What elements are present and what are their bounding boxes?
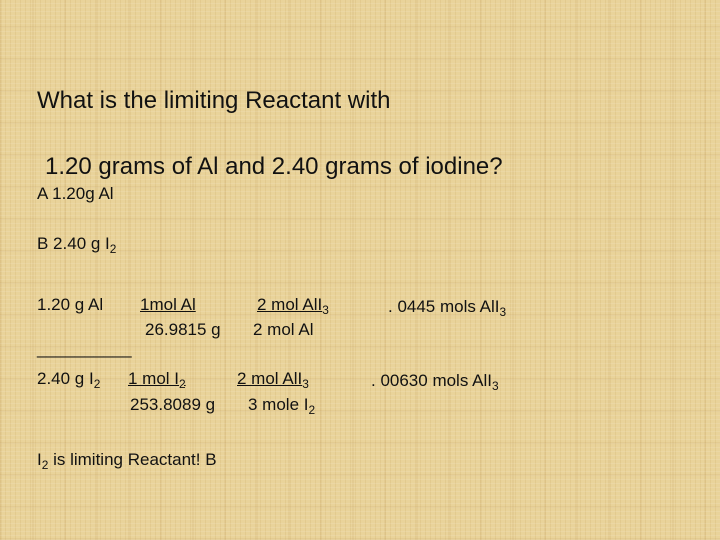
i2-result: . 00630 mols AlI$_3$ — [371, 371, 499, 394]
i2-molar-mass-numerator: 1 mol $I_2$ — [128, 369, 186, 392]
al-molar-mass-denominator: 26.9815 g — [145, 320, 221, 339]
option-a: A 1.20g Al — [37, 184, 114, 203]
divider-line: __________ — [37, 339, 132, 358]
option-b: B 2.40 g $I_2$ — [37, 234, 117, 257]
al-ratio-numerator: 2 mol AlI$_3$ — [257, 295, 329, 318]
i2-ratio-denominator: 3 mole $I_2$ — [248, 395, 316, 418]
i2-ratio-numerator: 2 mol AlI$_3$ — [237, 369, 309, 392]
al-ratio-denominator: 2 mol Al — [253, 320, 314, 339]
question-line-1: What is the limiting Reactant with — [37, 87, 391, 114]
i2-molar-mass-denominator: 253.8089 g — [130, 395, 216, 414]
al-result: . 0445 mols AlI$_3$ — [388, 297, 507, 320]
question-line-2: 1.20 grams of Al and 2.40 grams of iodine? — [45, 153, 503, 180]
al-start-quantity: 1.20 g Al — [37, 295, 104, 314]
al-molar-mass-numerator: 1mol Al — [140, 295, 196, 314]
conclusion: $I_2$ is limiting Reactant! B — [37, 450, 217, 473]
i2-start-quantity: 2.40 g $I_2$ — [37, 369, 101, 392]
